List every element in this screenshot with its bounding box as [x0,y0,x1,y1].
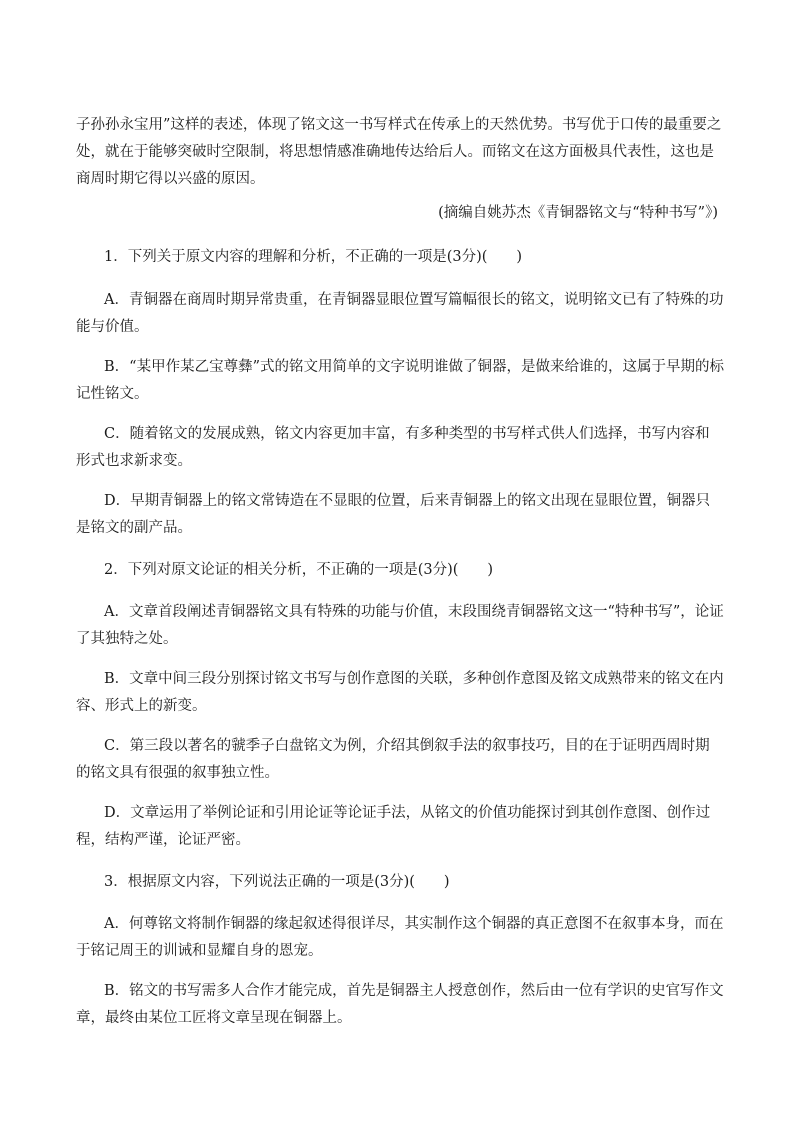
question-2-option-c: C．第三段以著名的虢季子白盘铭文为例，介绍其倒叙手法的叙事技巧，目的在于证明西周时期的铭文具有很强的叙事独立性。 [76,738,710,781]
question-3-option-a: A．何尊铭文将制作铜器的缘起叙述得很详尽，其实制作这个铜器的真正意图不在叙事本身，而在于铭记周王的训诫和显耀自身的恩宠。 [76,916,724,959]
question-2-option-d: D．文章运用了举例论证和引用论证等论证手法，从铭文的价值功能探讨到其创作意图、创作过程，结构严谨，论证严密。 [76,805,711,848]
question-1-option-b: B．“某甲作某乙宝尊彝”式的铭文用简单的文字说明谁做了铜器，是做来给谁的，这属于早期的标记性铭文。 [76,359,724,402]
question-2-stem: 2．下列对原文论证的相关分析，不正确的一项是(3分)( ) [104,562,494,578]
question-1-option-d: D．早期青铜器上的铭文常铸造在不显眼的位置，后来青铜器上的铭文出现在显眼位置，铜器只是铭文的副产品。 [76,493,711,536]
question-3-stem: 3．根据原文内容，下列说法正确的一项是(3分)( ) [104,874,450,890]
question-1-stem: 1．下列关于原文内容的理解和分析，不正确的一项是(3分)( ) [104,249,523,265]
question-1-option-a: A．青铜器在商周时期异常贵重，在青铜器显眼位置写篇幅很长的铭文，说明铭文已有了特殊的功能与价值。 [76,292,724,335]
question-2-option-a: A．文章首段阐述青铜器铭文具有特殊的功能与价值，末段围绕青铜器铭文这一“特种书写”，论证了其独特之处。 [76,604,724,647]
passage-tail-paragraph: 子孙孙永宝用”这样的表述，体现了铭文这一书写样式在传承上的天然优势。书写优于口传的最重要之处，就在于能够突破时空限制，将思想情感准确地传达给后人。而铭文在这方面极具代表性，这也是商周时期它得以兴盛的原因。 [76,117,722,187]
question-3-option-b: B．铭文的书写需多人合作才能完成，首先是铜器主人授意创作，然后由一位有学识的史官写作文章，最终由某位工匠将文章呈现在铜器上。 [76,983,724,1026]
question-2-option-b: B．文章中间三段分别探讨铭文书写与创作意图的关联，多种创作意图及铭文成熟带来的铭文在内容、形式上的新变。 [76,671,724,714]
passage-source: (摘编自姚苏杰《青铜器铭文与“特种书写”》) [438,205,718,221]
question-1-option-c: C．随着铭文的发展成熟，铭文内容更加丰富，有多种类型的书写样式供人们选择，书写内容和形式也求新求变。 [76,426,710,469]
